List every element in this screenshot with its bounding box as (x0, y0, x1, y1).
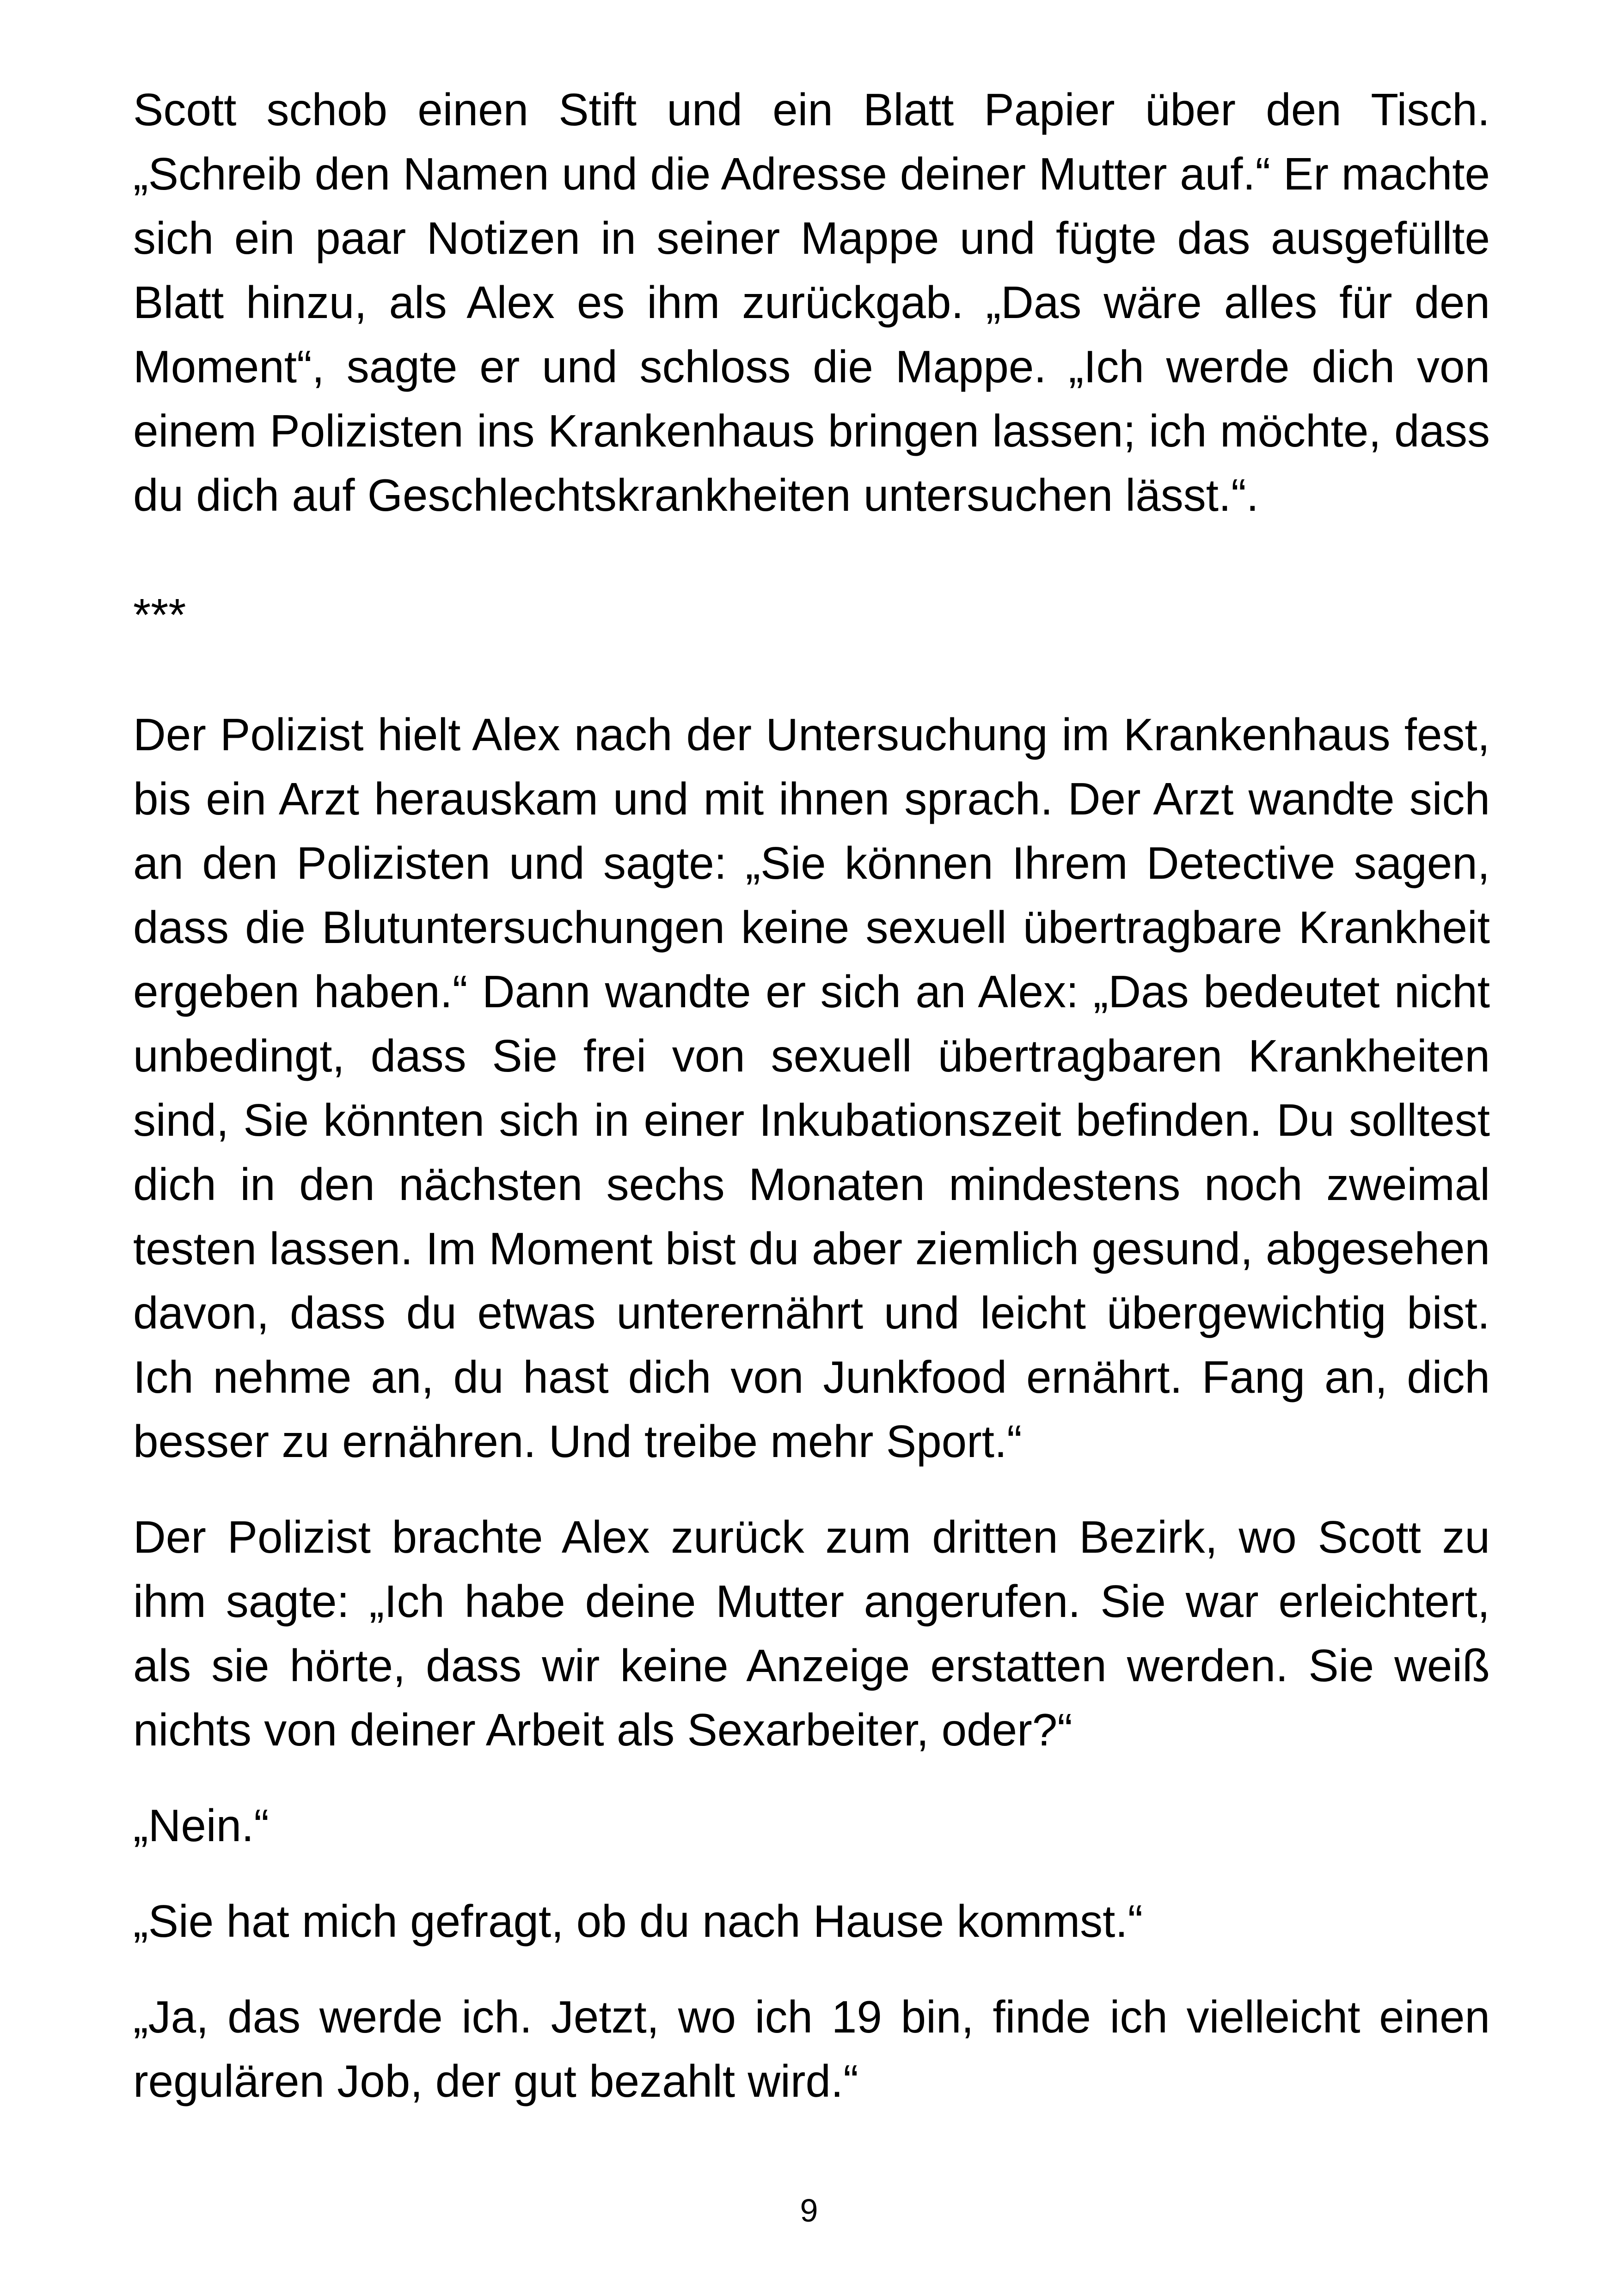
body-text (133, 78, 1490, 2113)
paragraph-nach-hause: „Sie hat mich gefragt, ob du nach Hause kommst.“ (133, 1896, 1143, 1947)
page-number: 9 (800, 2192, 818, 2229)
paragraph-scott-pen: Scott schob einen Stift und ein Blatt Papier über den Tisch. „Schreib den Namen und die Adresse deiner Mutter auf.“ Er machte sich ein paar Notizen in seiner Mappe und fügte das ausgefüllte Blatt hinzu, als Alex es ihm zurückgab. „Das wäre alles für den Moment“, sagte er und schloss die Mappe. „Ich werde dich von einem Polizisten ins Krankenhaus bringen lassen; ich möchte, dass du dich auf Geschlechtskrankheiten untersuchen lässt.“. (133, 84, 1490, 520)
paragraph-regular-job: „Ja, das werde ich. Jetzt, wo ich 19 bin, finde ich vielleicht einen regulären Job, der gut bezahlt wird.“ (133, 1991, 1490, 2106)
section-break: *** (133, 589, 186, 640)
paragraph-third-precinct: Der Polizist brachte Alex zurück zum dritten Bezirk, wo Scott zu ihm sagte: „Ich habe deine Mutter angerufen. Sie war erleichtert, als sie hörte, dass wir keine Anzeige erstatten werden. Sie weiß nichts von deiner Arbeit als Sexarbeiter, oder?“ (133, 1512, 1490, 1755)
paragraph-nein: „Nein.“ (133, 1800, 270, 1851)
paragraph-hospital: Der Polizist hielt Alex nach der Untersuchung im Krankenhaus fest, bis ein Arzt herauskam und mit ihnen sprach. Der Arzt wandte sich an den Polizisten und sagte: „Sie können Ihrem Detective sagen, dass die Blutuntersuchungen keine sexuell übertragbare Krankheit ergeben haben.“ Dann wandte er sich an Alex: „Das bedeutet nicht unbedingt, dass Sie frei von sexuell übertragbaren Krankheiten sind, Sie könnten sich in einer Inkubationszeit befinden. Du solltest dich in den nächsten sechs Monaten mindestens noch zweimal testen lassen. Im Moment bist du aber ziemlich gesund, abgesehen davon, dass du etwas unterernährt und leicht übergewichtig bist. Ich nehme an, du hast dich von Junkfood ernährt. Fang an, dich besser zu ernähren. Und treibe mehr Sport.“ (133, 709, 1490, 1467)
